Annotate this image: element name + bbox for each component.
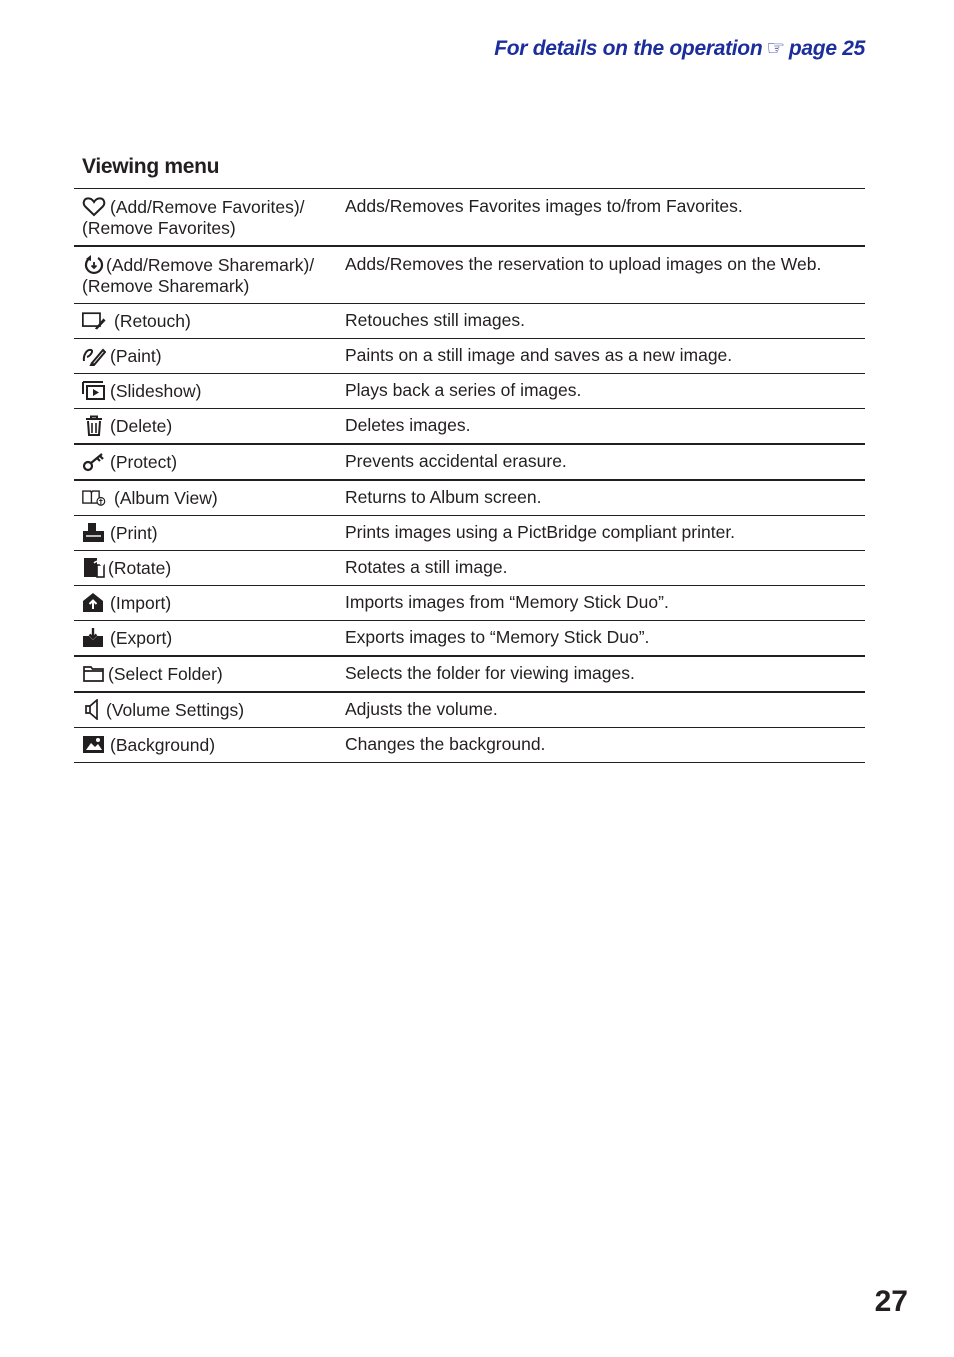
menu-item-cell: [74, 304, 345, 339]
table-row: [74, 189, 865, 247]
table-row: [74, 551, 865, 586]
table-row: [74, 516, 865, 551]
menu-item-description: Selects the folder for viewing images.: [345, 663, 635, 683]
menu-item-label: (Print): [110, 523, 158, 543]
operation-reference[interactable]: [494, 36, 865, 61]
speaker-icon: [82, 699, 102, 720]
menu-item-label: (Add/Remove Favorites)/ (Remove Favorites): [82, 197, 305, 238]
import-icon: [82, 592, 106, 613]
print-icon: [82, 522, 106, 543]
menu-item-cell: [74, 444, 345, 480]
menu-item-cell: [74, 728, 345, 763]
menu-item-description: Prints images using a PictBridge compliant printer.: [345, 522, 736, 542]
menu-item-cell: [74, 189, 345, 247]
menu-item-description: Returns to Album screen.: [345, 487, 542, 507]
table-row: [74, 444, 865, 480]
menu-item-cell: [74, 409, 345, 445]
viewing-menu-table: [74, 188, 865, 763]
heart-icon: [82, 196, 106, 217]
menu-item-cell: [74, 516, 345, 551]
slideshow-icon: [82, 380, 106, 401]
menu-item-description: Deletes images.: [345, 415, 471, 435]
menu-item-description: Adds/Removes the reservation to upload images on the Web.: [345, 254, 822, 274]
table-row: [74, 374, 865, 409]
table-row: [74, 480, 865, 516]
table-row: [74, 728, 865, 763]
rotate-icon: [82, 557, 104, 578]
menu-item-cell: [74, 656, 345, 692]
menu-item-description: Retouches still images.: [345, 310, 525, 330]
menu-item-description: Exports images to “Memory Stick Duo”.: [345, 627, 650, 647]
table-row: [74, 246, 865, 304]
menu-item-description: Adjusts the volume.: [345, 699, 498, 719]
table-row: [74, 586, 865, 621]
menu-item-label: (Background): [110, 735, 216, 755]
menu-item-cell: [74, 246, 345, 304]
menu-item-label: (Rotate): [108, 558, 172, 578]
background-icon: [82, 734, 106, 755]
menu-item-cell: [74, 692, 345, 728]
table-row: [74, 692, 865, 728]
retouch-icon: [82, 310, 110, 331]
menu-item-description: Changes the background.: [345, 734, 546, 754]
menu-item-label: (Paint): [110, 346, 162, 366]
menu-item-description: Imports images from “Memory Stick Duo”.: [345, 592, 669, 612]
page-number: 27: [874, 1285, 908, 1318]
export-icon: [82, 627, 106, 648]
section-title: Viewing menu: [82, 155, 220, 178]
menu-item-description: Paints on a still image and saves as a new image.: [345, 345, 733, 365]
table-row: [74, 339, 865, 374]
paint-icon: [82, 345, 106, 366]
folder-icon: [82, 663, 104, 684]
menu-item-description: Adds/Removes Favorites images to/from Favorites.: [345, 196, 743, 216]
menu-item-label: (Select Folder): [108, 664, 223, 684]
pointing-hand-icon: ☞: [766, 37, 785, 60]
menu-item-label: (Import): [110, 593, 172, 613]
menu-item-label: (Retouch): [114, 311, 191, 331]
page-reference-link[interactable]: page 25: [788, 37, 865, 60]
menu-item-label: (Export): [110, 628, 173, 648]
menu-item-description: Rotates a still image.: [345, 557, 508, 577]
menu-item-cell: [74, 339, 345, 374]
menu-item-cell: [74, 586, 345, 621]
menu-item-cell: [74, 621, 345, 657]
table-row: [74, 409, 865, 445]
menu-item-label: (Delete): [110, 416, 173, 436]
menu-item-cell: [74, 374, 345, 409]
menu-item-description: Prevents accidental erasure.: [345, 451, 567, 471]
menu-item-cell: [74, 551, 345, 586]
sharemark-icon: [82, 254, 102, 275]
table-row: [74, 304, 865, 339]
menu-item-cell: [74, 480, 345, 516]
reference-text: For details on the operation: [494, 37, 763, 60]
table-row: [74, 621, 865, 657]
key-icon: [82, 451, 106, 472]
menu-item-label: (Add/Remove Sharemark)/ (Remove Sharemark): [82, 255, 315, 296]
trash-icon: [82, 415, 106, 436]
menu-item-label: (Volume Settings): [106, 700, 245, 720]
table-row: [74, 656, 865, 692]
album-icon: [82, 487, 110, 508]
menu-item-label: (Slideshow): [110, 381, 202, 401]
menu-item-description: Plays back a series of images.: [345, 380, 582, 400]
menu-item-label: (Album View): [114, 488, 218, 508]
menu-item-label: (Protect): [110, 452, 178, 472]
